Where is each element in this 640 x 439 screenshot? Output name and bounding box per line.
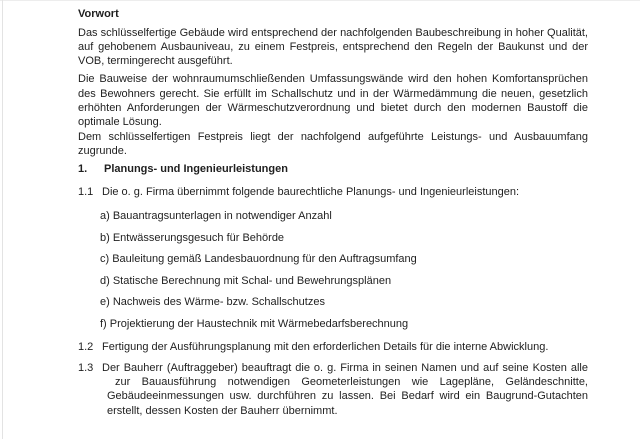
list-item-1-1 [78,185,588,199]
sub-list-item-e: e) Nachweis des Wärme- bzw. Schallschutzes [100,296,325,309]
paragraph-line: VOB, termingerecht ausgeführt. [78,55,233,68]
section-title: Planungs- und Ingenieurleistungen [104,162,288,175]
sub-list-item-c: c) Bauleitung gemäß Landesbauordnung für den Auftragsumfang [100,253,417,266]
paragraph-line: Dem schlüsselfertigen Festpreis liegt der nachfolgend aufgeführte Leistungs- und Ausbauumfang [78,130,588,143]
paragraph-line: optimale Lösung. [78,116,162,129]
list-item-number: 1.2 [78,340,94,353]
sub-list [78,209,588,331]
section-number: 1. [78,162,88,175]
document-content [78,7,588,418]
scan-edge-left [2,0,3,439]
sub-list-item-a: a) Bauantragsunterlagen in notwendiger Anzahl [100,210,332,223]
paragraph-line: Der Bauherr (Auftraggeber) beauftragt die o. g. Firma in seinen Namen und auf seine Kosten alle [102,361,588,374]
document-title: Vorwort [78,8,119,20]
list-item-number: 1.3 [78,361,94,374]
paragraph-line: Die Bauweise der wohnraumumschließenden Umfassungswände wird den hohen Komfortansprüchen [78,73,588,86]
paragraph-line: zugrunde. [78,144,127,157]
paragraph-line: Das schlüsselfertige Gebäude wird entsprechend der nachfolgenden Baubeschreibung in hoher Qualität, [78,26,588,39]
scan-edge-top [0,0,640,1]
list-item-1-2 [78,340,588,354]
list-item-text: Die o. g. Firma übernimmt folgende baurechtliche Planungs- und Ingenieurleistungen: [102,186,520,199]
sub-list-item-d: d) Statische Berechnung mit Schal- und Bewehrungsplänen [100,274,392,287]
paragraph-line: auf gehobenem Ausbauniveau, zu einem Festpreis, entsprechend den Regeln der Baukunst und der [78,41,588,54]
paragraph-line: erhöhten Anforderungen der Wärmeschutzverordnung und bietet durch den modernen Baustoff die [78,102,588,115]
sub-list-item-b: b) Entwässerungsgesuch für Behörde [100,231,285,244]
list-item-1-3 [78,361,588,418]
list-item-number: 1.1 [78,186,94,199]
sub-list-item-f: f) Projektierung der Haustechnik mit Wärmebedarfsberechnung [100,317,409,330]
paragraph-intro-2 [78,72,588,129]
paragraph-line: Gebäudeeinmessungen usw. durchführen zu lassen. Bei Bedarf wird ein Baugrund-Gutachten [107,390,588,403]
section-heading [78,162,588,176]
paragraph-intro-3 [78,130,588,159]
paragraph-line: des Bewohners gerecht. Sie erfüllt im Schallschutz und in der Wärmedämmung die neuen, gesetzlich [78,87,588,100]
paragraph-line: erstellt, dessen Kosten der Bauherr übernimmt. [107,404,338,417]
paragraph-intro-1 [78,26,588,69]
paragraph-line: zur Bauausführung notwendigen Geometerleistungen wie Lagepläne, Geländeschnitte, [115,376,588,389]
list-item-text: Fertigung der Ausführungsplanung mit den erforderlichen Details für die interne Abwicklung. [102,340,549,353]
list-item-text [102,361,588,418]
